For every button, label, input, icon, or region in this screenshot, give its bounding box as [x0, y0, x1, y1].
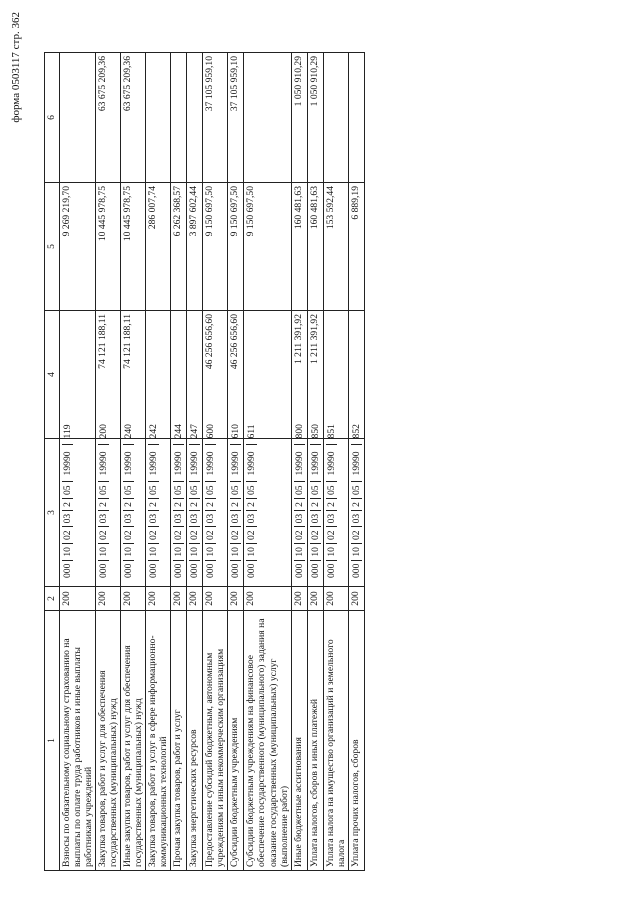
code-segment: 2: [246, 498, 257, 510]
row-line-code: 200: [146, 587, 171, 611]
row-value-col5: 9 269 219,70: [60, 183, 96, 311]
code-segment: 242: [148, 424, 160, 439]
table-row: [60, 53, 96, 871]
code-segment: 2: [205, 498, 216, 510]
code-segment: 03: [148, 510, 159, 527]
row-line-code: 200: [228, 587, 244, 611]
code-segment: 02: [351, 526, 362, 543]
code-segment: 19990: [123, 444, 134, 481]
row-classification-code: [96, 424, 121, 587]
row-value-col5: 160 481,63: [307, 183, 323, 311]
table-row: [171, 53, 187, 871]
row-classification-code: [244, 424, 291, 587]
code-segment: 10: [294, 543, 305, 560]
row-value-col6: [323, 53, 348, 183]
code-segment: 000: [98, 560, 109, 581]
code-segment: 2: [62, 498, 73, 510]
row-value-col5: 6 889,19: [348, 183, 364, 311]
row-name: Уплата налога на имущество организаций и земельного налога: [323, 611, 348, 871]
code-segment: 000: [62, 560, 73, 581]
column-header: 5: [45, 183, 60, 311]
code-segment: 05: [98, 481, 109, 498]
code-segment: 02: [189, 526, 200, 543]
code-segment: 19990: [98, 444, 109, 481]
row-line-code: 200: [171, 587, 187, 611]
code-segment: 02: [123, 526, 134, 543]
row-value-col4: 74 121 188,11: [96, 311, 121, 439]
code-segment: 2: [351, 498, 362, 510]
row-classification-code: [187, 424, 203, 587]
row-name: Уплата прочих налогов, сборов: [348, 611, 364, 871]
row-value-col6: [60, 53, 96, 183]
row-name: Закупка товаров, работ и услуг для обеспечения государственных (муниципальных) нужд: [96, 611, 121, 871]
column-header: 6: [45, 53, 60, 183]
code-segment: 19990: [189, 444, 200, 481]
row-value-col6: [171, 53, 187, 183]
code-segment: 852: [350, 424, 362, 439]
row-name: Субсидии бюджетным учреждениям: [228, 611, 244, 871]
code-segment: 10: [123, 543, 134, 560]
code-segment: 19990: [230, 444, 241, 481]
code-segment: 03: [230, 510, 241, 527]
code-segment: 2: [230, 498, 241, 510]
table-row: [228, 53, 244, 871]
row-value-col6: 37 105 959,10: [203, 53, 228, 183]
code-segment: 2: [173, 498, 184, 510]
code-segment: 03: [62, 510, 73, 527]
table-row: [307, 53, 323, 871]
code-segment: 19990: [62, 444, 73, 481]
column-header: 1: [45, 611, 60, 871]
row-value-col4: 1 211 391,92: [307, 311, 323, 439]
code-segment: 2: [98, 498, 109, 510]
row-classification-code: [146, 424, 171, 587]
column-header: 4: [45, 311, 60, 439]
code-segment: 05: [148, 481, 159, 498]
code-segment: 000: [148, 560, 159, 581]
row-classification-code: [203, 424, 228, 587]
row-name: Закупка энергетических ресурсов: [187, 611, 203, 871]
table-row: [187, 53, 203, 871]
table-row: [244, 53, 291, 871]
row-line-code: 200: [203, 587, 228, 611]
code-segment: 03: [310, 510, 321, 527]
row-value-col5: 9 150 697,50: [244, 183, 291, 311]
code-segment: 000: [189, 560, 200, 581]
row-classification-code: [228, 424, 244, 587]
row-value-col4: 46 256 656,60: [228, 311, 244, 439]
code-segment: 05: [173, 481, 184, 498]
code-segment: 19990: [205, 444, 216, 481]
table-row: [203, 53, 228, 871]
row-name: Иные бюджетные ассигнования: [291, 611, 307, 871]
row-value-col6: [244, 53, 291, 183]
row-value-col6: 63 675 209,36: [121, 53, 146, 183]
code-segment: 02: [246, 526, 257, 543]
row-value-col5: 286 007,74: [146, 183, 171, 311]
row-name: Уплата налогов, сборов и иных платежей: [307, 611, 323, 871]
row-line-code: 200: [121, 587, 146, 611]
code-segment: 10: [351, 543, 362, 560]
row-classification-code: [348, 424, 364, 587]
code-segment: 2: [148, 498, 159, 510]
row-value-col6: 63 675 209,36: [96, 53, 121, 183]
code-segment: 05: [123, 481, 134, 498]
code-segment: 03: [205, 510, 216, 527]
code-segment: 02: [98, 526, 109, 543]
code-segment: 05: [326, 481, 337, 498]
code-segment: 10: [246, 543, 257, 560]
code-segment: 19990: [351, 444, 362, 481]
row-classification-code: [121, 424, 146, 587]
row-line-code: 200: [323, 587, 348, 611]
row-value-col5: 10 445 978,75: [121, 183, 146, 311]
row-value-col5: 153 592,44: [323, 183, 348, 311]
code-segment: 247: [189, 424, 201, 439]
code-segment: 10: [62, 543, 73, 560]
code-segment: 2: [294, 498, 305, 510]
code-segment: 02: [205, 526, 216, 543]
code-segment: 19990: [246, 444, 257, 481]
row-name: Иные закупки товаров, работ и услуг для обеспечения государственных (муниципальных) нужд: [121, 611, 146, 871]
code-segment: 611: [246, 424, 258, 439]
code-segment: 244: [173, 424, 185, 439]
code-segment: 19990: [294, 444, 305, 481]
table-row: [348, 53, 364, 871]
code-segment: 10: [310, 543, 321, 560]
code-segment: 10: [326, 543, 337, 560]
code-segment: 19990: [310, 444, 321, 481]
code-segment: 02: [326, 526, 337, 543]
row-line-code: 200: [244, 587, 291, 611]
code-segment: 19990: [173, 444, 184, 481]
code-segment: 600: [205, 424, 217, 439]
code-segment: 2: [189, 498, 200, 510]
row-name: Прочая закупка товаров, работ и услуг: [171, 611, 187, 871]
code-segment: 10: [98, 543, 109, 560]
row-value-col6: [348, 53, 364, 183]
code-segment: 02: [62, 526, 73, 543]
code-segment: 2: [310, 498, 321, 510]
row-value-col6: 37 105 959,10: [228, 53, 244, 183]
code-segment: 850: [309, 424, 321, 439]
report-table: [44, 52, 365, 871]
code-segment: 000: [310, 560, 321, 581]
code-segment: 2: [326, 498, 337, 510]
code-segment: 610: [230, 424, 242, 439]
code-segment: 10: [189, 543, 200, 560]
row-line-code: 200: [348, 587, 364, 611]
row-value-col5: 6 262 368,57: [171, 183, 187, 311]
code-segment: 000: [326, 560, 337, 581]
row-line-code: 200: [291, 587, 307, 611]
row-name: Предоставление субсидий бюджетным, автономным учреждениям и иным некоммерческим организациям: [203, 611, 228, 871]
code-segment: 000: [230, 560, 241, 581]
row-value-col5: 160 481,63: [291, 183, 307, 311]
row-value-col5: 10 445 978,75: [96, 183, 121, 311]
row-value-col4: 74 121 188,11: [121, 311, 146, 439]
table-row: [96, 53, 121, 871]
code-segment: 05: [294, 481, 305, 498]
row-name: Субсидии бюджетным учреждениям на финансовое обеспечение государственного (муниципального) задания на оказание государственных (муниципальных) услуг (выполнение работ): [244, 611, 291, 871]
code-segment: 10: [205, 543, 216, 560]
code-segment: 000: [294, 560, 305, 581]
code-segment: 03: [351, 510, 362, 527]
code-segment: 02: [310, 526, 321, 543]
row-line-code: 200: [96, 587, 121, 611]
row-value-col5: 9 150 697,50: [228, 183, 244, 311]
table-row: [291, 53, 307, 871]
code-segment: 02: [173, 526, 184, 543]
code-segment: 200: [98, 424, 110, 439]
row-classification-code: [307, 424, 323, 587]
row-line-code: 200: [60, 587, 96, 611]
code-segment: 05: [189, 481, 200, 498]
table-row: [121, 53, 146, 871]
row-value-col6: [187, 53, 203, 183]
column-header-row: [45, 53, 60, 871]
row-value-col6: 1 050 910,29: [291, 53, 307, 183]
row-name: Закупка товаров, работ и услуг в сфере информационно-коммуникационных технологий: [146, 611, 171, 871]
code-segment: 03: [246, 510, 257, 527]
code-segment: 03: [123, 510, 134, 527]
row-classification-code: [291, 424, 307, 587]
code-segment: 119: [62, 424, 73, 439]
row-classification-code: [323, 424, 348, 587]
report-body: [60, 53, 365, 871]
row-value-col5: 9 150 697,50: [203, 183, 228, 311]
code-segment: 05: [205, 481, 216, 498]
code-segment: 02: [294, 526, 305, 543]
code-segment: 851: [325, 424, 337, 439]
code-segment: 03: [98, 510, 109, 527]
code-segment: 05: [230, 481, 241, 498]
code-segment: 000: [173, 560, 184, 581]
column-header: 3: [45, 439, 60, 587]
row-value-col5: 3 897 602,44: [187, 183, 203, 311]
code-segment: 10: [173, 543, 184, 560]
row-line-code: 200: [307, 587, 323, 611]
row-value-col6: [146, 53, 171, 183]
code-segment: 2: [123, 498, 134, 510]
code-segment: 10: [148, 543, 159, 560]
column-header: 2: [45, 587, 60, 611]
row-line-code: 200: [187, 587, 203, 611]
code-segment: 03: [189, 510, 200, 527]
code-segment: 000: [123, 560, 134, 581]
table-row: [146, 53, 171, 871]
code-segment: 05: [246, 481, 257, 498]
code-segment: 02: [148, 526, 159, 543]
row-value-col4: 1 211 391,92: [291, 311, 307, 439]
code-segment: 000: [246, 560, 257, 581]
row-name: Взносы по обязательному социальному страхованию на выплаты по оплате труда работников и иные выплаты работникам учреждений: [60, 611, 96, 871]
code-segment: 02: [230, 526, 241, 543]
code-segment: 19990: [326, 444, 337, 481]
code-segment: 240: [123, 424, 135, 439]
row-classification-code: [60, 424, 96, 587]
code-segment: 05: [62, 481, 73, 498]
code-segment: 19990: [148, 444, 159, 481]
row-classification-code: [171, 424, 187, 587]
code-segment: 000: [205, 560, 216, 581]
code-segment: 800: [293, 424, 305, 439]
form-label: форма 0503117 стр. 362: [10, 12, 22, 123]
code-segment: 05: [351, 481, 362, 498]
table-row: [323, 53, 348, 871]
code-segment: 03: [173, 510, 184, 527]
code-segment: 05: [310, 481, 321, 498]
code-segment: 10: [230, 543, 241, 560]
row-value-col4: 46 256 656,60: [203, 311, 228, 439]
row-value-col6: 1 050 910,29: [307, 53, 323, 183]
code-segment: 03: [326, 510, 337, 527]
code-segment: 000: [351, 560, 362, 581]
code-segment: 03: [294, 510, 305, 527]
